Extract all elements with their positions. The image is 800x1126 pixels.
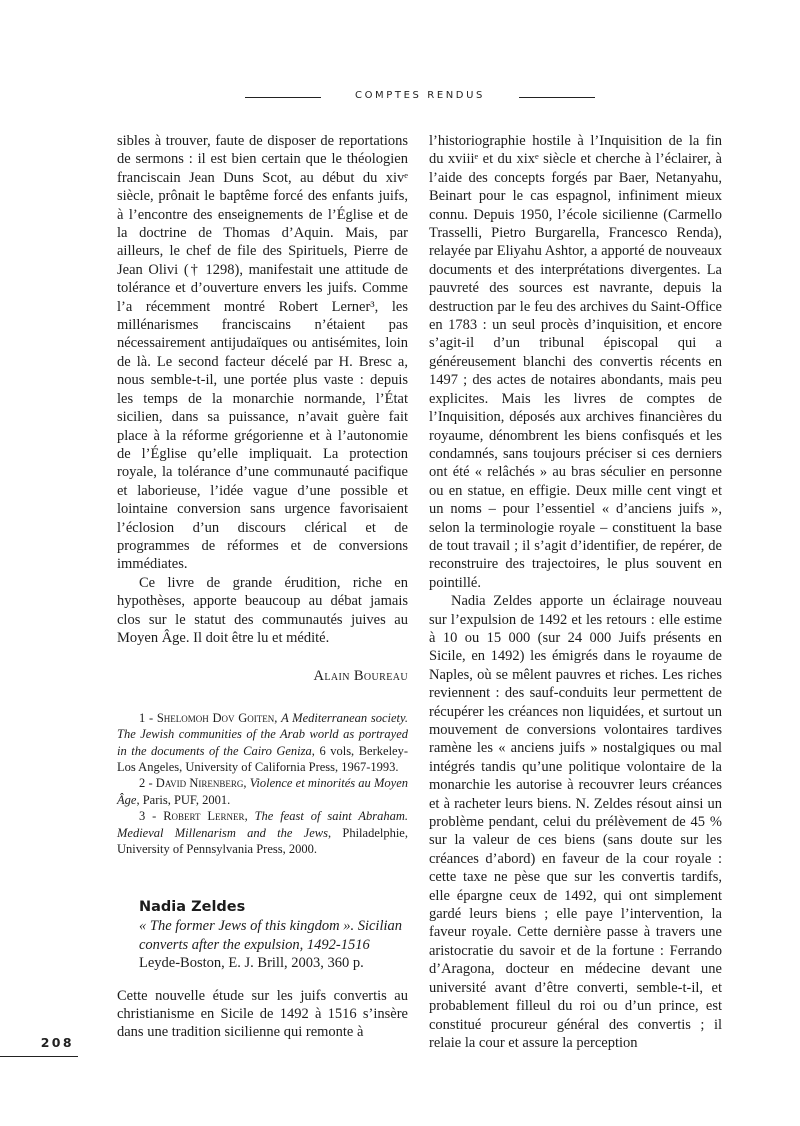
review-publication: Leyde-Boston, E. J. Brill, 2003, 360 p. [139,955,364,972]
footnote-publication: , Philadelphie, University of Pennsylvania Press, 2000. [117,825,408,857]
review-body-start: Cette nouvelle étude sur les juifs convertis au christianisme en Sicile de 1492 à 1516 s’insère dans une tradition sicilienne qui remonte à [117,987,408,1041]
footnote-publication: , Paris, PUF, 2001. [136,792,231,807]
footnote-separator: , [274,710,282,725]
footnote-number: 1 - [139,710,157,725]
footnote-title: Violence et minorités au Moyen Âge [117,776,408,807]
footnote-author: David Nirenberg [155,776,244,791]
review-author: Nadia Zeldes [139,899,246,916]
right-paragraph-1: l’historiographie hostile à l’Inquisition de la fin du xviiiᵉ et du xixᵉ siècle et cherche à l’éclairer, à l’aide des concepts forgés par Baer, Netanyahu, Beinart pour le cas espagnol, infiniment mieux connu. Depuis 1950, l’école sicilienne (Carmello Trasselli, Pietro Burgarella, Francesco Renda), relayée par Eliyahu Ashtor, a apporté de nouveaux documents et des interprétations divergentes. La pauvreté des sources est navrante, depuis la destruction par le feu des archives du Saint-Office en 1783 : un seul procès d’inquisition, et encore s’agit-il d’un tribunal épiscopal qui a généreusement blanchi des convertis récents en 1497 ; des actes de notaires abondants, mais peu explicites. Mais les livres de comptes de l’Inquisition, déposés aux archives financières du royaume, dénombrent les biens confisqués et les condamnés, sans toujours préciser si ces derniers ont été « relâchés » au bras séculier en personne ou en statue, en effigie. Deux mille cent vingt et un noms – pour l’essentiel « d’anciens juifs », selon la terminologie royale – constituent la base de tout travail ; il s’agit d’identifier, de repérer, de reconstruire des trajectoires, le plus souvent en pointillé. [429,133,722,591]
footnote-separator: , [244,809,255,824]
footnote-title: The feast of saint Abraham. Medieval Millenarism and the Jews [117,809,409,840]
footnote-author: Shelomoh Dov Goiten [156,710,275,725]
footnote-3 [117,808,408,857]
footnotes [117,710,408,858]
header-rule-right [519,97,595,98]
footnote-separator: , [243,776,250,791]
footnote-publication: , 6 vols, Berkeley-Los Angeles, University of California Press, 1967-1993. [117,743,408,774]
right-column [429,132,722,1052]
left-paragraph-2: Ce livre de grande érudition, riche en hypothèses, apporte beaucoup au débat jamais clos sur le statut des communautés juives au Moyen Âge. Il doit être lu et médité. [117,574,408,646]
right-paragraph-2: Nadia Zeldes apporte un éclairage nouveau sur l’expulsion de 1492 et les retours : elle estime à 10 ou 15 000 (sur 24 000 Juifs présents en Sicile, en 1492) les émigrés dans le royaume de Naples, où se mêlent pauvres et riches. Les riches reviennent : des sauf-conduits leur permettent de récupérer les créances non liquidées, et surtout un mouvement de conversions volontaires tardives ramène les « anciens juifs » nostalgiques ou mal intégrés tandis qu’une politique volontaire de la monarchie les autorise à recouvrer leurs créances et à racheter leurs biens. N. Zeldes résout ainsi un problème pendant, celui du prélèvement de 45 % sur la valeur de ces biens (sans doute sur les créances d’abord) en faveur de la cour royale : cette taxe ne pèse que sur les convertis tardifs, elle épargne ceux de 1492, qui ont simplement gardé leurs biens ; elle paye l’intervention, la faveur royale. Cette dernière passe à travers une aristocratie du savoir et de la fortune : Ferrando d’Aragona, docteur en médecine devant une université avant d’être converti, semble-t-il, et probablement filleul du roi ou d’un prince, est constitué procureur général des convertis ; il relaie la cour et assure la perception [429,593,722,1051]
footnote-number: 2 - [139,776,156,791]
footnote-number: 3 - [139,809,164,824]
review-heading [117,897,408,972]
footnote-title: A Mediterranean society. The Jewish communities of the Arab world as portrayed in the documents of the Cairo Geniza [117,710,408,758]
header-title: COMPTES RENDUS [355,90,485,101]
left-paragraph-1: sibles à trouver, faute de disposer de reportations de sermons : il est bien certain que le théologien franciscain Jean Duns Scot, au début du xivᵉ siècle, prônait le baptême forcé des enfants juifs, à l’encontre des enseignements de l’Église et de la doctrine de Thomas d’Aquin. Mais, par ailleurs, le chef de file des Spirituels, Pierre de Jean Olivi († 1298), manifestait une attitude de tolérance et d’ouverture envers les juifs. Comme l’a récemment montré Robert Lerner³, les millénarismes franciscains n’étaient pas nécessairement antijudaïques ou antisémites, loin de là. Le second facteur décelé par H. Bresc a, nous semble-t-il, une portée plus vaste : depuis les temps de la monarchie normande, l’État sicilien, dans sa puissance, n’avait guère fait place à la réforme grégorienne et à l’autonomie de l’Église qu’elle impliquait. La protection royale, la tolérance d’une communauté pacifique et laborieuse, l’idée vague d’une possible et lointaine conversion sans urgence favorisaient l’éclosion d’un discours clérical et de programmes de réformes et de conversions immédiates. [117,133,408,573]
left-column [117,132,408,1042]
running-header [245,90,595,104]
footnote-2 [117,775,408,808]
review-book-title: « The former Jews of this kingdom ». Sicilian converts after the expulsion, 1492-1516 [139,918,402,953]
page-number-rule [0,1056,78,1057]
page-number-block [0,1035,78,1057]
page-number: 208 [40,1035,74,1050]
review-signature: Alain Boureau [313,668,408,685]
footnote-1 [117,710,408,776]
footnote-author: Robert Lerner [163,809,245,824]
